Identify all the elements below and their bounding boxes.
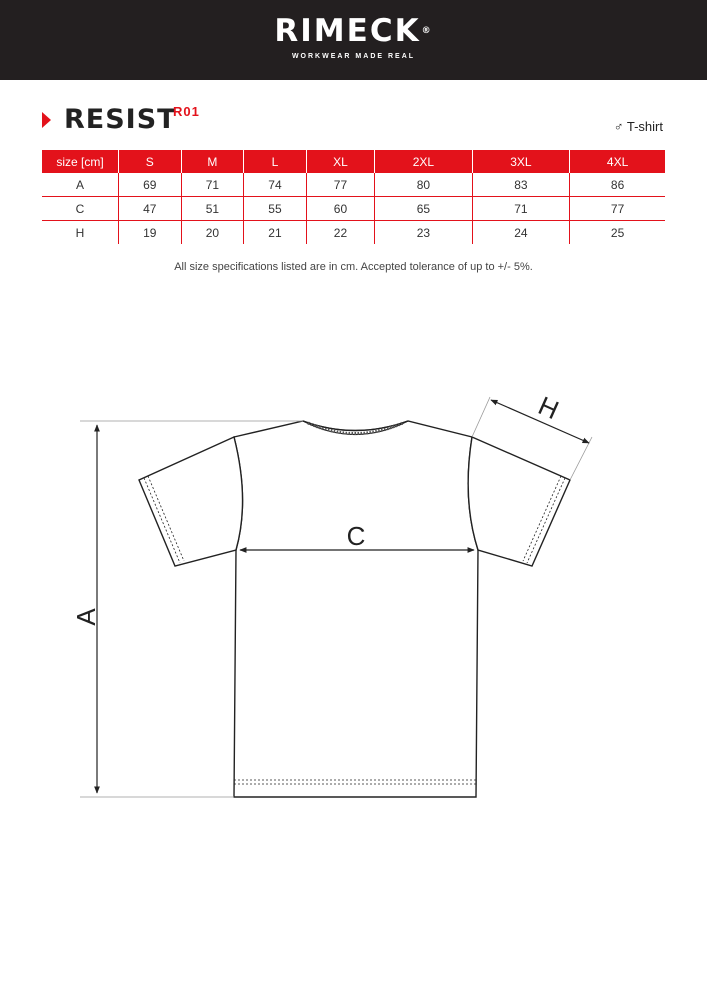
table-cell: 71 (472, 197, 569, 221)
table-cell: 23 (375, 221, 472, 245)
header-cell: XL (306, 150, 374, 173)
table-cell: 60 (306, 197, 374, 221)
table-row (42, 173, 665, 197)
header-cell: S (119, 150, 182, 173)
product-title-row (42, 104, 667, 138)
table-cell: 77 (306, 173, 374, 197)
table-cell: 80 (375, 173, 472, 197)
table-cell: 24 (472, 221, 569, 245)
brand-tagline: WORKWEAR MADE REAL (291, 53, 416, 60)
table-cell: 25 (570, 221, 665, 245)
brand-name: RIMECK (274, 13, 421, 49)
table-cell: 86 (570, 173, 665, 197)
product-type (614, 119, 663, 134)
tshirt-diagram (0, 380, 707, 820)
table-cell: 71 (181, 173, 244, 197)
measure-c-label: C (346, 521, 366, 551)
tshirt-outline (139, 421, 570, 797)
header-cell: 3XL (472, 150, 569, 173)
size-table (42, 150, 665, 244)
brand-header (0, 0, 707, 80)
header-cell: 2XL (375, 150, 472, 173)
size-table-header (42, 150, 665, 173)
header-cell: 4XL (570, 150, 665, 173)
row-label: A (42, 173, 119, 197)
table-cell: 65 (375, 197, 472, 221)
header-cell: L (244, 150, 307, 173)
table-cell: 69 (119, 173, 182, 197)
table-cell: 19 (119, 221, 182, 245)
table-cell: 55 (244, 197, 307, 221)
table-cell: 74 (244, 173, 307, 197)
product-type-label: T-shirt (626, 119, 663, 134)
table-row (42, 221, 665, 245)
table-cell: 47 (119, 197, 182, 221)
table-row (42, 197, 665, 221)
trademark-mark: ® (421, 26, 433, 36)
header-cell: size [cm] (42, 150, 119, 173)
table-cell: 51 (181, 197, 244, 221)
male-icon: ♂ (613, 119, 624, 134)
product-name: RESIST (64, 104, 177, 135)
table-cell: 83 (472, 173, 569, 197)
table-cell: 22 (306, 221, 374, 245)
table-cell: 20 (181, 221, 244, 245)
size-note: All size specifications listed are in cm. Accepted tolerance of up to +/- 5%. (174, 261, 533, 273)
brand-logo (0, 14, 707, 48)
table-cell: 21 (244, 221, 307, 245)
row-label: C (42, 197, 119, 221)
header-cell: M (181, 150, 244, 173)
triangle-marker-icon (42, 112, 51, 128)
product-code: R01 (173, 104, 200, 119)
table-cell: 77 (570, 197, 665, 221)
measure-a-label: A (71, 608, 101, 626)
row-label: H (75, 225, 85, 240)
measure-h-label: H (533, 390, 564, 426)
